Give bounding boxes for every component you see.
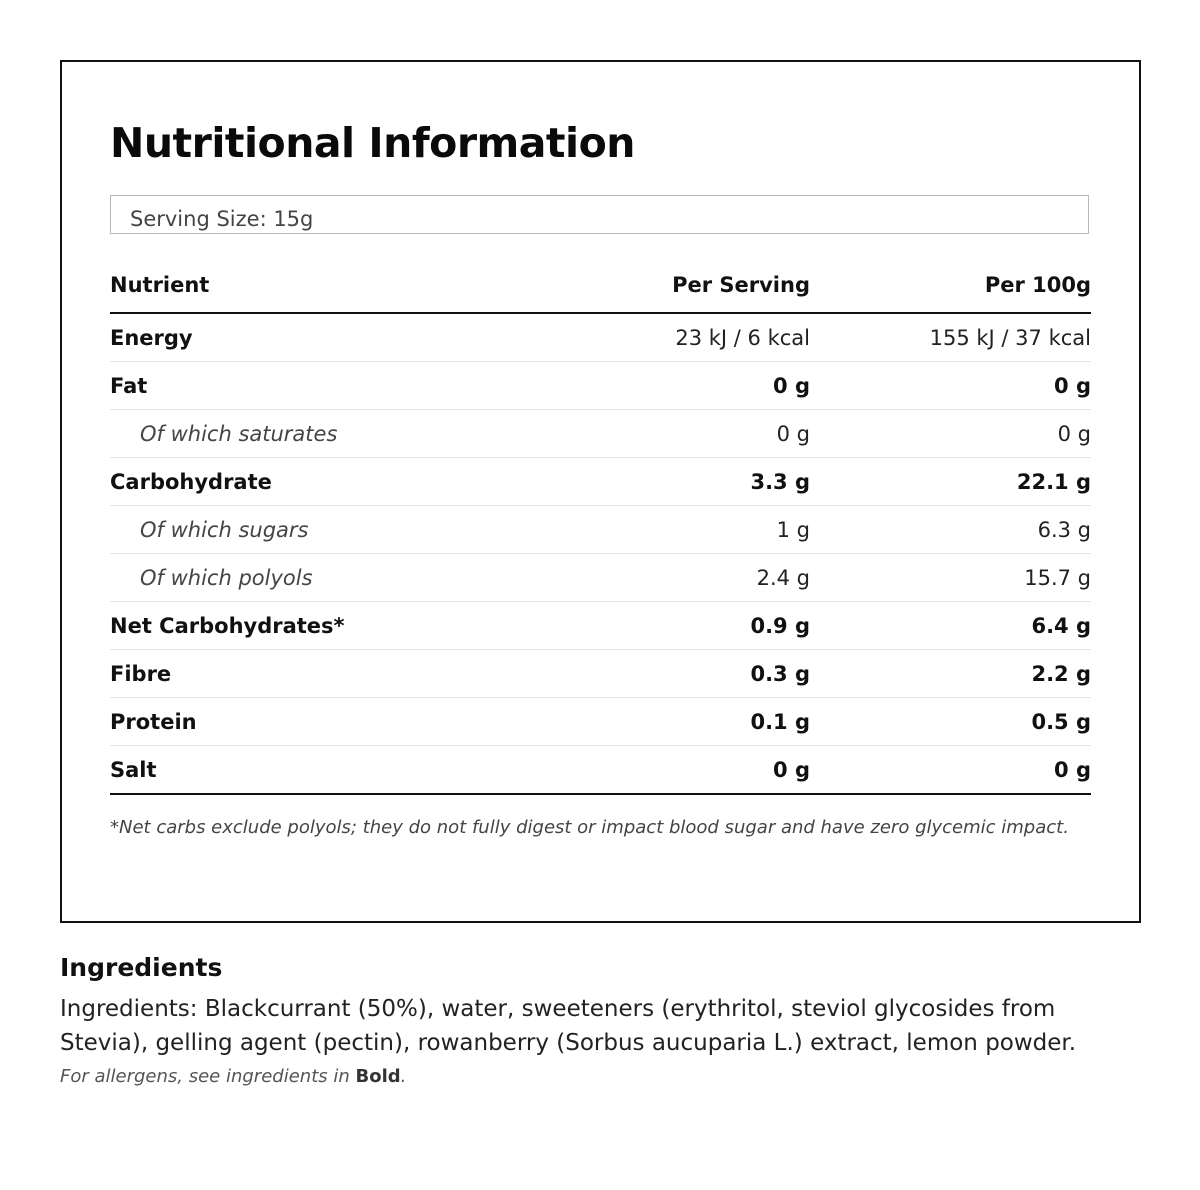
table-row-fibre	[110, 650, 1091, 698]
per-100g-value: 155 kJ / 37 kcal	[929, 325, 1091, 350]
table-row-sugars	[110, 506, 1091, 554]
per-serving-value: 0 g	[773, 373, 810, 398]
per-100g-value: 0 g	[1054, 757, 1091, 782]
per-serving-value: 0 g	[773, 757, 810, 782]
table-row-fat	[110, 362, 1091, 410]
per-serving-value: 23 kJ / 6 kcal	[675, 325, 810, 350]
nutrition-table	[110, 257, 1091, 795]
per-serving-value: 2.4 g	[756, 565, 810, 590]
header-nutrient: Nutrient	[110, 272, 210, 297]
table-row-protein	[110, 698, 1091, 746]
header-per-100g: Per 100g	[984, 272, 1091, 297]
allergen-note-bold: Bold	[355, 1066, 401, 1087]
nutrient-name: Fat	[110, 373, 148, 398]
nutrient-name: Of which sugars	[140, 517, 309, 542]
per-100g-value: 6.4 g	[1031, 613, 1091, 638]
table-row-polyols	[110, 554, 1091, 602]
per-100g-value: 22.1 g	[1016, 469, 1091, 494]
table-row-energy	[110, 314, 1091, 362]
allergen-note	[60, 1066, 406, 1087]
ingredients-heading: Ingredients	[60, 953, 223, 982]
nutrient-name: Net Carbohydrates*	[110, 613, 345, 638]
ingredients-text: Ingredients: Blackcurrant (50%), water, sweeteners (erythritol, steviol glycosides from Stevia), gelling agent (pectin), rowanberry (Sorbus aucuparia L.) extract, lemon powder.	[60, 996, 1077, 1056]
per-100g-value: 6.3 g	[1037, 517, 1091, 542]
table-header	[110, 257, 1091, 314]
nutrient-name: Of which saturates	[140, 421, 338, 446]
per-serving-value: 1 g	[776, 517, 810, 542]
nutrient-name: Protein	[110, 709, 197, 734]
nutrient-name: Of which polyols	[140, 565, 313, 590]
table-row-net-carbohydrates	[110, 602, 1091, 650]
per-100g-value: 0.5 g	[1031, 709, 1091, 734]
per-serving-value: 0.1 g	[750, 709, 810, 734]
table-row-salt	[110, 746, 1091, 795]
nutrition-panel	[60, 60, 1141, 923]
page-title: Nutritional Information	[110, 119, 635, 167]
nutrient-name: Energy	[110, 325, 193, 350]
table-row-saturates	[110, 410, 1091, 458]
per-serving-value: 3.3 g	[750, 469, 810, 494]
per-100g-value: 0 g	[1057, 421, 1091, 446]
per-serving-value: 0.9 g	[750, 613, 810, 638]
nutrient-name: Salt	[110, 757, 157, 782]
allergen-note-prefix: For allergens, see ingredients in	[60, 1066, 356, 1087]
allergen-note-suffix: .	[400, 1066, 407, 1087]
net-carbs-footnote: *Net carbs exclude polyols; they do not fully digest or impact blood sugar and have zero glycemic impact.	[110, 817, 1069, 838]
per-100g-value: 15.7 g	[1024, 565, 1091, 590]
nutrient-name: Fibre	[110, 661, 172, 686]
per-serving-value: 0 g	[776, 421, 810, 446]
per-serving-value: 0.3 g	[750, 661, 810, 686]
per-100g-value: 0 g	[1054, 373, 1091, 398]
table-row-carbohydrate	[110, 458, 1091, 506]
per-100g-value: 2.2 g	[1031, 661, 1091, 686]
serving-size-box: Serving Size: 15g	[110, 195, 1089, 234]
nutrient-name: Carbohydrate	[110, 469, 272, 494]
header-per-serving: Per Serving	[672, 272, 810, 297]
